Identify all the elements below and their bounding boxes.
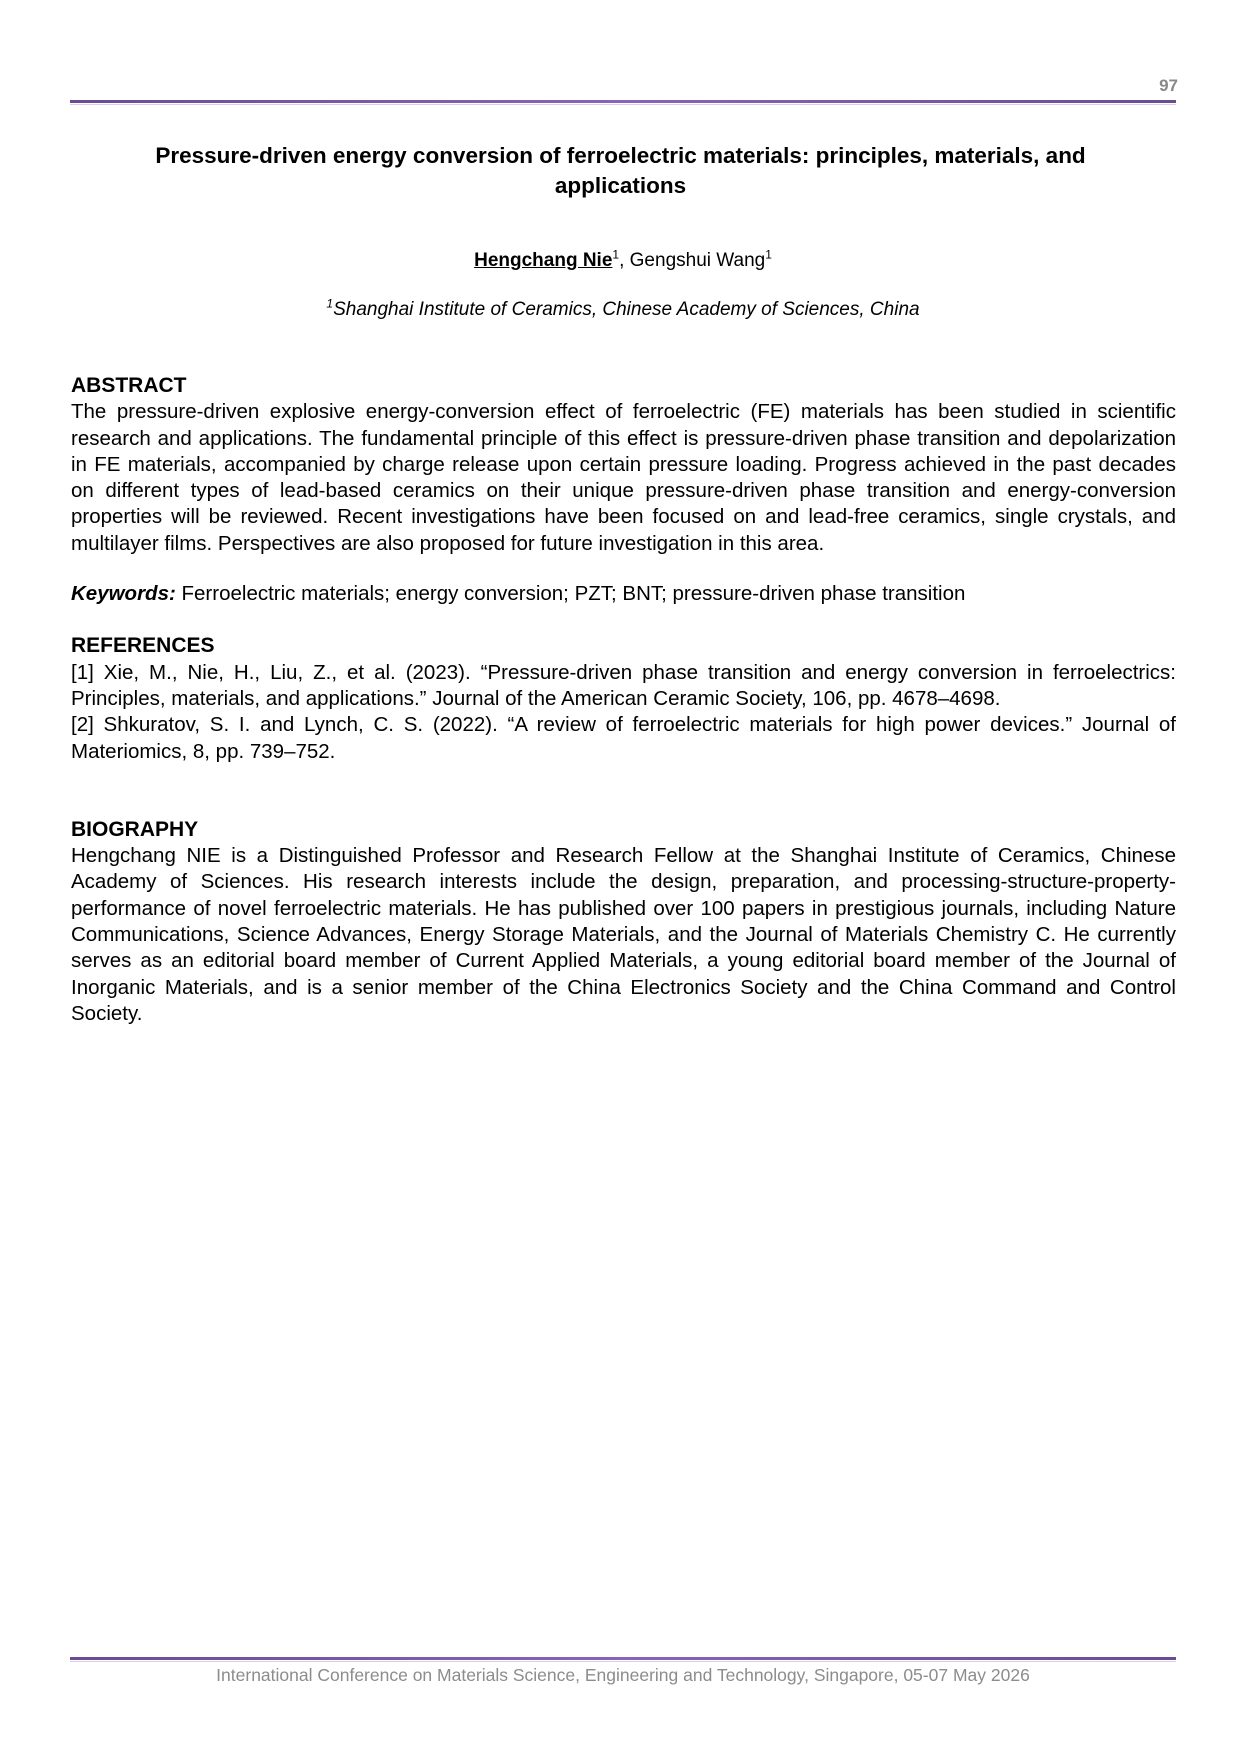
reference-item: [2] Shkuratov, S. I. and Lynch, C. S. (2022). “A review of ferroelectric materials for high power devices.” Journal of Materiomics, 8, pp. 739–752. (71, 713, 1176, 763)
page-number: 97 (1159, 76, 1178, 95)
biography-text: Hengchang NIE is a Distinguished Professor and Research Fellow at the Shanghai Institute of Ceramics, Chinese Academy of Sciences. His research interests include the design, preparation, and processing-structure-property-performance of novel ferroelectric materials. He has published over 100 papers in prestigious journals, including Nature Communications, Science Advances, Energy Storage Materials, and the Journal of Materials Chemistry C. He currently serves as an editorial board member of Current Applied Materials, a young editorial board member of the Journal of Inorganic Materials, and is a senior member of the China Electronics Society and the China Command and Control Society. (71, 844, 1176, 1025)
references-heading: REFERENCES (71, 634, 215, 658)
keywords (71, 581, 1176, 607)
footer-rule (70, 1657, 1176, 1660)
author-separator: , (619, 250, 630, 271)
reference-item: [1] Xie, M., Nie, H., Liu, Z., et al. (2023). “Pressure-driven phase transition and energy conversion in ferroelectrics: Principles, materials, and applications.” Journal of the American Ceramic Society, 106, pp. 4678–4698. (71, 660, 1176, 710)
paper-title: Pressure-driven energy conversion of ferroelectric materials: principles, materials, and applications (155, 143, 1086, 198)
affiliation (70, 296, 1176, 321)
author-presenter: Hengchang Nie (474, 250, 613, 271)
footer-text: International Conference on Materials Science, Engineering and Technology, Singapore, 05-07 May 2026 (216, 1665, 1030, 1685)
main-content (71, 373, 1176, 1027)
author-name: Gengshui Wang (629, 250, 766, 271)
author-affiliation-mark: 1 (765, 247, 772, 262)
keywords-label: Keywords: (71, 582, 176, 606)
author-affiliation-mark: 1 (612, 247, 620, 262)
header-rule (70, 100, 1176, 103)
affiliation-text: Shanghai Institute of Ceramics, Chinese Academy of Sciences, China (333, 299, 920, 320)
authors (70, 247, 1176, 272)
keywords-text: Ferroelectric materials; energy conversion; PZT; BNT; pressure-driven phase transition (175, 582, 966, 606)
affiliation-mark: 1 (326, 296, 334, 311)
biography-heading: BIOGRAPHY (71, 817, 199, 841)
abstract-text: The pressure-driven explosive energy-conversion effect of ferroelectric (FE) materials has been studied in scientific research and applications. The fundamental principle of this effect is pressure-driven phase transition and depolarization in FE materials, accompanied by charge release upon certain pressure loading. Progress achieved in the past decades on different types of lead-based ceramics on their unique pressure-driven phase transition and energy-conversion properties will be reviewed. Recent investigations have been focused on and lead-free ceramics, single crystals, and multilayer films. Perspectives are also proposed for future investigation in this area. (71, 400, 1176, 555)
abstract-heading: ABSTRACT (71, 374, 187, 397)
